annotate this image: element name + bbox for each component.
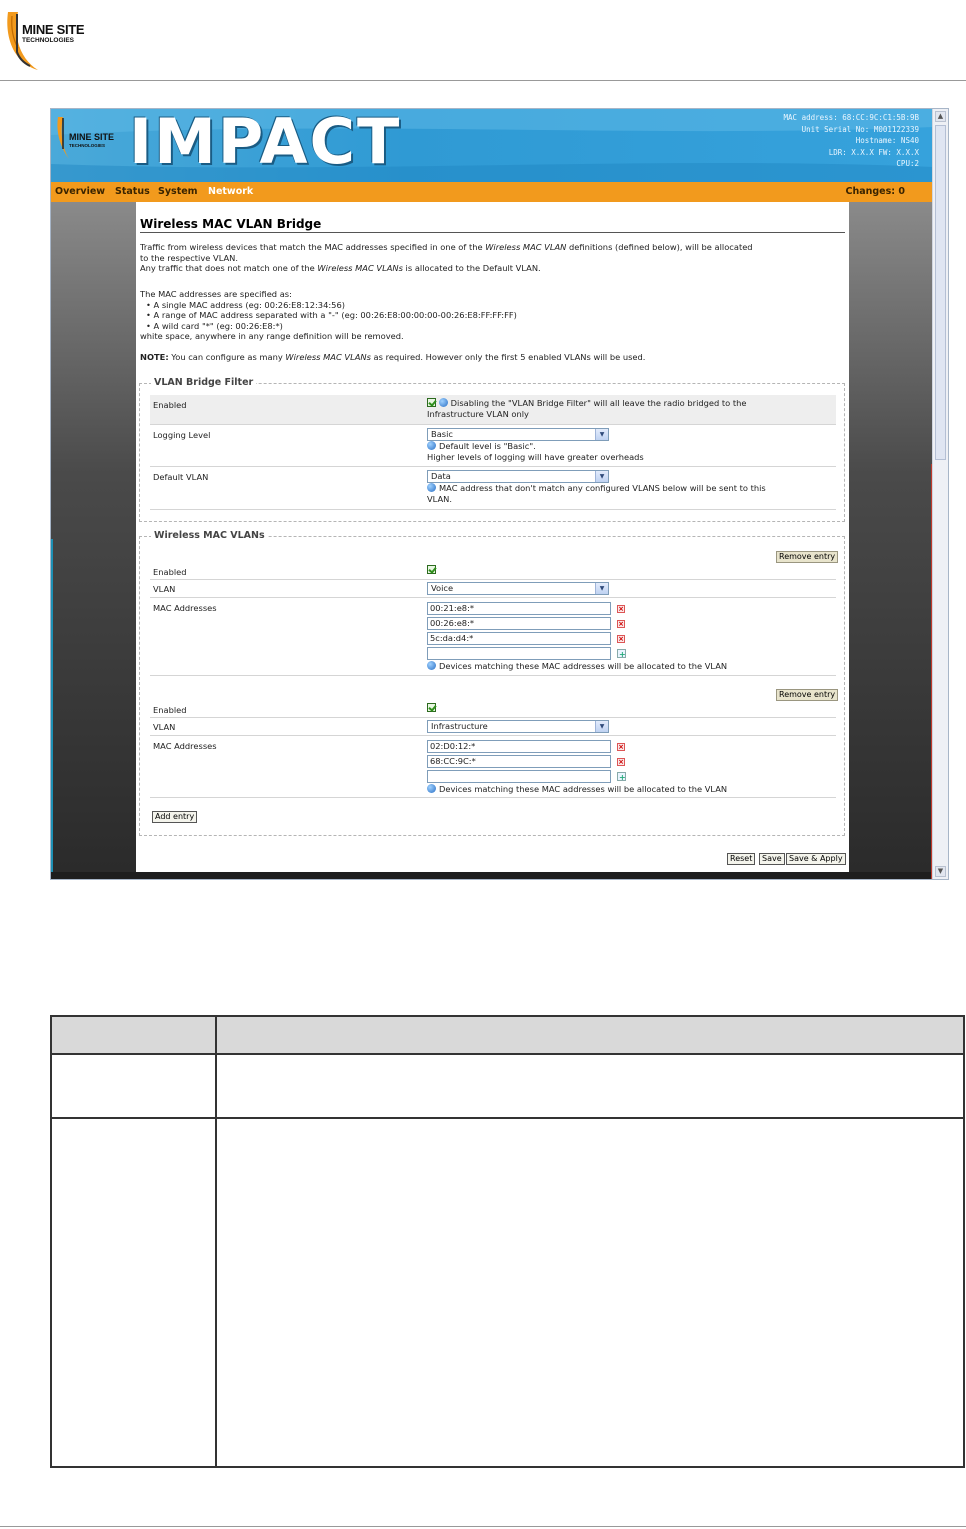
default-vlan-select[interactable] [427,470,609,483]
changes-counter[interactable]: Changes: 0 [845,186,905,197]
logging-label: Logging Level [153,430,211,440]
default-vlan-help: VLAN. [427,493,453,504]
page-title: Wireless MAC VLAN Bridge [140,217,322,231]
intro-line3-b: is allocated to the Default VLAN. [402,263,541,273]
note-text [140,352,846,363]
mac-address-field[interactable]: 68:CC:9C:* [427,755,611,768]
logging-help: Default level is "Basic". [439,441,536,451]
entry1-enabled-checkbox[interactable] [427,565,436,574]
nav-network[interactable]: Network [208,186,254,197]
logging-selected: Basic [431,429,453,439]
document-header [0,0,966,82]
add-mac-icon[interactable] [617,649,626,658]
vlan-label: VLAN [153,584,176,594]
note-em: Wireless MAC VLANs [285,352,371,362]
entry1-vlan-selected: Voice [431,583,454,593]
fieldset-legend: VLAN Bridge Filter [151,377,256,388]
info-icon [427,483,436,492]
table-column-divider [215,1017,217,1466]
doc-logo-subtitle: TECHNOLOGIES [22,37,75,44]
spec-item: • A range of MAC address separated with a "-" (eg: 00:26:E8:00:00:00-00:26:E8:FF:FF:FF) [146,310,517,320]
default-vlan-help: MAC address that don't match any configured VLANS below will be sent to this [439,483,766,493]
enabled-label: Enabled [153,400,187,410]
left-edge-line [51,539,53,880]
intro-line1-em: Wireless MAC VLAN [485,242,567,252]
chevron-down-icon: ▼ [595,471,608,482]
entry2-vlan-row [150,718,836,736]
spec-header: The MAC addresses are specified as: [140,289,292,299]
serial-info: Unit Serial No: M001122339 [801,124,919,134]
intro-text [140,242,846,274]
spec-item: • A single MAC address (eg: 00:26:E8:12:34:56) [146,299,345,310]
vlan-label: VLAN [153,722,176,732]
scroll-up-icon[interactable]: ▲ [935,111,946,122]
vlan-value [427,582,832,595]
vlan-bridge-filter-fieldset [139,377,845,522]
mac-values [427,601,832,672]
remove-entry-button[interactable]: Remove entry [776,551,838,563]
logging-value [427,428,832,462]
mac-label: MAC Addresses [153,741,217,751]
enabled-value [427,703,832,714]
entry2-mac-row [150,736,836,798]
fieldset-legend: Wireless MAC VLANs [151,530,268,541]
app-title: IMPACT [129,108,402,178]
browser-screenshot [50,108,949,880]
intro-line3-a: Any traffic that does not match one of the [140,263,318,273]
note-part: You can configure as many [168,352,286,362]
chevron-down-icon: ▼ [595,583,608,594]
right-gutter [849,202,933,880]
footer-divider [0,1526,966,1527]
info-icon [439,398,448,407]
bridge-enabled-checkbox[interactable] [427,398,436,407]
entry2-enabled-checkbox[interactable] [427,703,436,712]
mac-address-field[interactable]: 02:D0:12:* [427,740,611,753]
main-content [136,202,849,872]
note-label: NOTE: [140,352,169,362]
info-icon [427,441,436,450]
delete-icon[interactable]: × [618,619,624,628]
save-apply-button[interactable]: Save & Apply [786,853,846,865]
app-banner [51,109,933,182]
mac-address-field[interactable]: 5c:da:d4:* [427,632,611,645]
enabled-label: Enabled [153,705,187,715]
mac-address-field[interactable]: 00:26:e8:* [427,617,611,630]
entry2-vlan-selected: Infrastructure [431,721,488,731]
banner-logo-subtitle: TECHNOLOGIES [69,143,106,148]
entry2-vlan-select[interactable] [427,720,609,733]
save-button[interactable]: Save [759,853,785,865]
entry1-mac-row [150,598,836,676]
remove-entry-button[interactable]: Remove entry [776,689,838,701]
scroll-thumb[interactable] [935,125,946,460]
add-entry-button[interactable]: Add entry [152,811,197,823]
scroll-down-icon[interactable]: ▼ [935,866,946,877]
chevron-down-icon: ▼ [595,429,608,440]
spec-text [140,289,846,342]
enabled-value [427,398,832,419]
table-header-row [52,1017,963,1055]
add-mac-icon[interactable] [617,772,626,781]
intro-line2: to the respective VLAN. [140,252,239,263]
bridge-enabled-row [150,395,836,425]
intro-line1-b: definitions (defined below), will be allocated [566,242,753,252]
nav-overview[interactable]: Overview [55,186,106,197]
info-icon [427,661,436,670]
nav-status[interactable]: Status [115,186,150,197]
doc-logo-title: MINE SITE [22,22,85,37]
cpu-info: CPU:2 [896,159,919,168]
hostname-info: Hostname: NS40 [855,136,919,145]
default-vlan-value [427,470,832,504]
delete-icon[interactable]: × [618,757,624,766]
intro-line3-em: Wireless MAC VLANs [317,263,403,273]
default-vlan-label: Default VLAN [153,472,209,482]
spec-item: • A wild card "*" (eg: 00:26:E8:*) [146,320,283,331]
logging-help: Higher levels of logging will have greater overheads [427,451,644,462]
mac-address-field[interactable] [427,770,611,783]
default-vlan-selected: Data [431,471,451,481]
title-divider [140,232,845,233]
enabled-label: Enabled [153,567,187,577]
mac-label: MAC Addresses [153,603,217,613]
main-nav [51,182,933,202]
vertical-scrollbar[interactable] [932,109,948,880]
delete-icon[interactable]: × [618,742,624,751]
entry2-enabled-row [150,702,836,718]
intro-line1-a: Traffic from wireless devices that match the MAC addresses specified in one of the [140,242,486,252]
mac-help: Devices matching these MAC addresses will be allocated to the VLAN [439,784,728,794]
default-vlan-row [150,467,836,510]
page-footer-strip [51,872,933,880]
whitespace-note: white space, anywhere in any range definition will be removed. [140,331,404,341]
delete-icon[interactable]: × [618,604,624,613]
firmware-info: LDR: X.X.X FW: X.X.X [828,147,919,157]
enabled-value [427,565,832,576]
delete-icon[interactable]: × [618,634,624,643]
mac-values [427,739,832,795]
note-part: as required. However only the first 5 enabled VLANs will be used. [370,352,646,362]
info-icon [427,784,436,793]
mac-address-field[interactable]: 00:21:e8:* [427,602,611,615]
entry1-vlan-select[interactable] [427,582,609,595]
logging-level-row [150,425,836,467]
nav-system[interactable]: System [158,186,198,197]
entry1-enabled-row [150,564,836,580]
enabled-help: Infrastructure VLAN only [427,408,529,419]
banner-logo-title: MINE SITE [69,132,115,142]
device-info [784,112,919,170]
header-divider [0,80,966,81]
reset-button[interactable]: Reset [727,853,755,865]
mac-help: Devices matching these MAC addresses will be allocated to the VLAN [439,661,728,671]
description-table [50,1015,965,1468]
vlan-value [427,720,832,733]
left-gutter [51,202,136,880]
entry1-vlan-row [150,580,836,598]
mac-address-info: MAC address: 68:CC:9C:C1:5B:9B [783,113,919,122]
wireless-mac-vlans-fieldset [139,530,845,836]
chevron-down-icon: ▼ [595,721,608,732]
enabled-help: Disabling the "VLAN Bridge Filter" will all leave the radio bridged to the [450,398,747,408]
logging-level-select[interactable] [427,428,609,441]
table-row-divider [52,1117,963,1119]
mac-address-field[interactable] [427,647,611,660]
